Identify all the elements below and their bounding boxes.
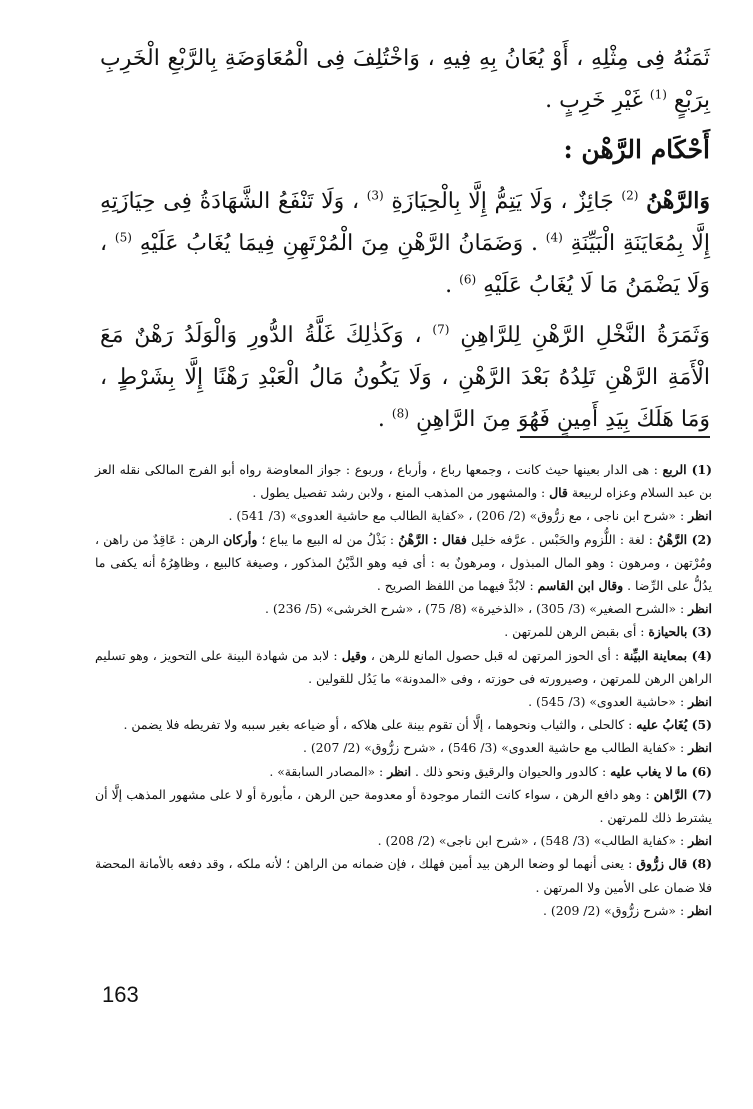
footnote-text: : أى الحوز المرتهن له قبل حصول المانع للرهن ،	[370, 647, 620, 663]
rahn-p1-seg-3: . وَضَمَانُ الرَّهْنِ مِنَ الْمُرْتَهِنِ فِيمَا يُغَابُ عَلَيْهِ	[139, 231, 539, 256]
footnote-text: : «شرح ابن ناجى ، مع زرُّوق» (2/ 206) ، «كفاية الطالب مع حاشية العدوى» (3/ 541) .	[228, 508, 685, 524]
footnote-text: : «حاشية العدوى» (3/ 545) .	[528, 694, 685, 710]
footnote-ref-5: (5)	[114, 230, 132, 245]
footnote-text: : «شرح زرُّوق» (2/ 209) .	[542, 902, 685, 918]
footnote-text: : «المصادر السابقة» .	[269, 763, 384, 779]
footnote-label: (8) قال زرُّوق	[636, 856, 712, 872]
footnote-label: وقيل	[341, 647, 367, 663]
footnote-label: وقال ابن القاسم	[537, 578, 624, 594]
rahn-p1-seg-2: ، وَلَا تَنْفَعُ الشَّهَادَةُ فِى حِيَازَتِهِ إِلَّا بِمُعَايَنَةِ الْبَيِّنَةِ	[100, 189, 711, 256]
rahn-paragraph-1	[100, 180, 710, 307]
footnote-5	[95, 713, 712, 736]
rahn-p2-seg-0: وَثَمَرَةُ النَّخْلِ الرَّهْنِ لِلرَّاهِنِ	[460, 323, 710, 348]
footnote-separator	[520, 436, 710, 438]
footnote-text: : يعنى أنهما لو وضعا الرهن بيد أمين فهلك ، فإن ضمانه من الراهن ؛ لأنه ملكه ، وقد دفعه بالأمانة المحضة فلا ضمان على الأمين ولا المرتهن .	[95, 856, 712, 895]
footnote-8	[95, 852, 712, 898]
footnote-5-source	[95, 736, 712, 759]
page-number: 163	[102, 982, 139, 1007]
footnote-ref-7: (7)	[432, 322, 450, 337]
footnote-text: الرهن : عَاقِدٌ من راهن ، ومُرْتهن ، ومرهون : وهو المال المبذول ، ومرهونٌ به : أى فيه وهو الدَّيْنُ المذكور ، وصيغة كالبيع ، وظاهِرُهُ أنه يكفى ما يدُلُّ على الرِّضا .	[95, 531, 712, 594]
footnote-label: انظر	[688, 601, 712, 617]
footnote-label: (4) بمعاينة البيِّنة	[623, 647, 712, 663]
opening-text: ثَمَنُهُ فِى مِثْلِهِ ، أَوْ يُعَانُ بِهِ فِيهِ ، وَاخْتُلِفَ فِى الْمُعَاوَضَةِ بِالرَّبْعِ الْخَرِبِ بِرَبْعٍ	[100, 46, 710, 113]
footnote-label: (5) يُغَابُ عليه	[636, 717, 712, 733]
footnote-7	[95, 783, 712, 829]
footnote-ref-4: (4)	[545, 230, 563, 245]
rahn-p1-seg-0: وَالرَّهْنُ	[646, 188, 710, 214]
section-heading: أَحْكَام الرَّهْن :	[563, 135, 710, 164]
rahn-p1-seg-4: ، وَلَا يَضْمَنُ مَا لَا يُغَابُ عَلَيْهِ	[100, 231, 710, 298]
footnote-8-source	[95, 899, 712, 922]
footnote-3	[95, 620, 712, 643]
footnote-ref-1: (1)	[649, 87, 667, 102]
footnote-label: فقال : الرَّهْنُ	[398, 531, 467, 547]
rahn-p2-seg-1: ، وَكَذٰلِكَ غَلَّةُ الدُّورِ وَالْوَلَدُ رَهْنٌ مَعَ الْأَمَةِ الرَّهْنِ تَلِدُهُ بَعْدَ الرَّهْنِ ، وَلَا يَكُونُ مَالُ الْعَبْدِ رَهْنًا إِلَّا بِشَرْطٍ ، وَمَا هَلَكَ بِيَدِ أَمِينٍ فَهُوَ مِنَ الرَّاهِنِ	[100, 323, 710, 432]
footnote-label: انظر	[688, 694, 712, 710]
footnote-label: انظر	[688, 833, 712, 849]
footnote-text: : بَذْلُ من له البيع ما يباع ؛	[261, 531, 395, 547]
footnote-text: : لابُدَّ فيهما من اللفظ الصريح .	[376, 578, 534, 594]
footnote-2-source	[95, 597, 712, 620]
footnote-ref-6: (6)	[459, 272, 477, 287]
footnote-text: : «الشرح الصغير» (3/ 305) ، «الذخيرة» (8/ 75) ، «شرح الخرشى» (5/ 236) .	[265, 601, 685, 617]
footnote-ref-3: (3)	[366, 188, 384, 203]
footnote-text: : لابد من شهادة البينة على التحويز ، وهو تسليم الراهن الرهن للمرتهن ، وصيرورته فى حوزته ، وفى «المدونة» ما يَدُل للقولين .	[95, 647, 712, 686]
footnote-label: وأركان	[223, 531, 258, 547]
opening-text-end: غَيْرِ خَرِبٍ .	[545, 88, 643, 113]
main-text	[100, 38, 710, 449]
footnote-label: قال	[549, 485, 568, 501]
footnote-label: (2) الرَّهْنُ	[657, 531, 712, 547]
footnote-label: انظر	[688, 740, 712, 756]
footnote-text: : وهو دافع الرهن ، سواء كانت الثمار موجودة أو معدومة حين الرهن ، مأبورة أو لا على مشهور المذهب إلَّا أن يشترط ذلك للمرتهن .	[95, 786, 712, 826]
footnote-ref-8: (8)	[391, 406, 409, 421]
footnotes	[95, 458, 712, 922]
footnote-2	[95, 528, 712, 598]
footnote-text: : «كفاية الطالب مع حاشية العدوى» (3/ 546) ، «شرح زرُّوق» (2/ 207) .	[302, 740, 685, 756]
footnote-text: : لغة : اللُّزوم والحَبْس . عرَّفه خليل	[471, 531, 653, 547]
footnote-label: انظر	[688, 508, 712, 524]
footnote-text: : أى بقبض الرهن للمرتهن .	[504, 624, 645, 640]
footnote-label: (7) الرَّاهن	[653, 786, 712, 802]
footnote-4-source	[95, 690, 712, 713]
footnote-text: : كالدور والحيوان والرقيق ونحو ذلك .	[415, 763, 607, 779]
footnote-text: : كالحلى ، والثياب ونحوهما ، إلَّا أن تقوم بينة على هلاكه ، أو ضياعه بغير سببه ولا تفريطه فلا يضمن .	[123, 717, 633, 733]
footnote-label: انظر	[688, 902, 712, 918]
footnote-7-source	[95, 829, 712, 852]
footnote-text: : والمشهور من المذهب المنع ، ولابن رشد تفصيل يطول .	[252, 485, 546, 501]
rahn-p1-seg-5: .	[445, 273, 453, 298]
footnote-label: (3) بالحيازة	[648, 624, 712, 640]
rahn-paragraph-2	[100, 315, 710, 441]
footnote-label: (1) الربع	[662, 462, 712, 477]
footnote-label: انظر	[387, 763, 412, 779]
footnote-text: : «كفاية الطالب» (3/ 548) ، «شرح ابن ناجى» (2/ 208) .	[377, 833, 685, 849]
rahn-p1-seg-1: جَائِزٌ ، وَلَا يَتِمُّ إِلَّا بِالْحِيَازَةِ	[391, 189, 614, 214]
footnote-6	[95, 760, 712, 783]
opening-paragraph	[100, 38, 710, 122]
footnote-label: (6) ما لا يغاب عليه	[610, 763, 712, 779]
footnote-4	[95, 644, 712, 690]
footnote-ref-2: (2)	[621, 188, 639, 203]
footnote-1-source	[95, 504, 712, 527]
footnote-text: : هى الدار بعينها حيث كانت ، وجمعها رباع ، وأرباع ، وربوع : جواز المعاوضة رواه أبو الفرج المالكى نقله العز بن عبد السلام وعزاه لربيعة	[95, 462, 712, 501]
footnote-1	[95, 458, 712, 504]
rahn-p2-seg-2: .	[377, 407, 385, 432]
